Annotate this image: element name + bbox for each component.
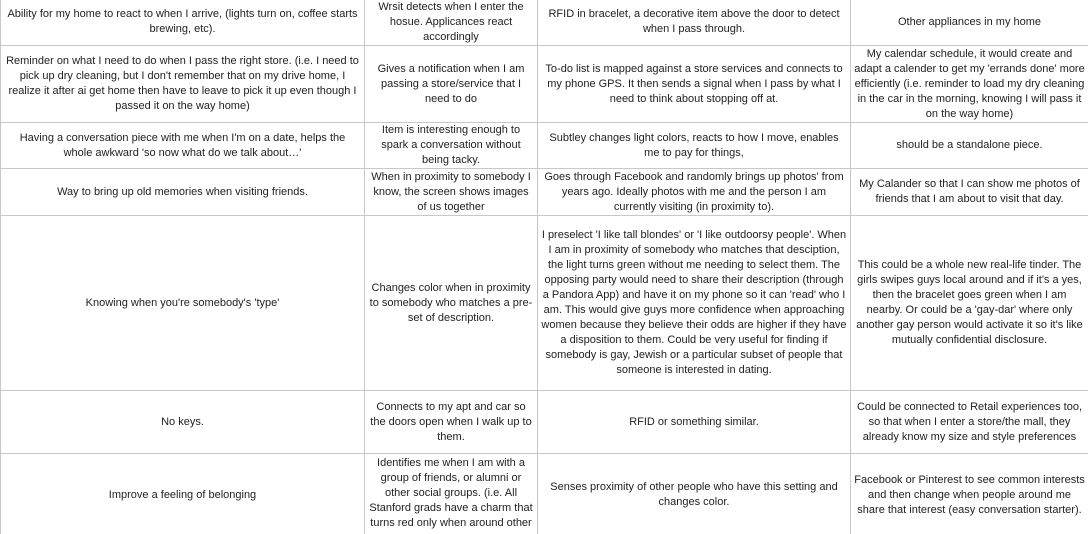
feature-cell[interactable]: Wrsit detects when I enter the hosue. Applicances react accordingly	[365, 0, 538, 46]
table-row	[1, 454, 1088, 534]
feature-cell-text: Identifies me when I am with a group of friends, or alumni or other social groups. (i.e. All Stanford grads have a charm that turns red only when around other	[369, 457, 533, 529]
integration-cell[interactable]: This could be a whole new real-life tinder. The girls swipes guys local around and if it's a yes, then the bracelet goes green when I am nearby. Or could be a 'gay-dar' where only another gay person would activate it so it's like mutually confidential disclosure.	[851, 216, 1088, 391]
tech-cell[interactable]: Goes through Facebook and randomly brings up photos' from years ago. Ideally photos with me and the person I am currently visiting (in proximity to).	[538, 169, 851, 216]
tech-cell[interactable]: I preselect 'I like tall blondes' or 'I like outdoorsy people'. When I am in proximity of somebody who matches that desciption, the light turns green without me needing to select them. The opposing party would need to share their description (through a Pandora App) and have it on my phone so it can 'read' who I am. This would give guys more confidence when approaching women because they believe their odds are higher if they have a disposition to them. Could be very useful for finding if somebody is gay, Jewish or a particular subset of people that someone is interested in dating.	[538, 216, 851, 391]
table-row	[1, 46, 1088, 123]
integration-cell[interactable]: Facebook or Pinterest to see common interests and then change when people around me share that interest (easy conversation starter).	[851, 454, 1088, 534]
need-cell[interactable]: No keys.	[1, 391, 365, 454]
table-row	[1, 216, 1088, 391]
feature-cell[interactable]: Gives a notification when I am passing a store/service that I need to do	[365, 46, 538, 123]
integration-cell[interactable]: My Calander so that I can show me photos of friends that I am about to visit that day.	[851, 169, 1088, 216]
table-row	[1, 0, 1088, 46]
need-cell[interactable]: Way to bring up old memories when visiting friends.	[1, 169, 365, 216]
integration-cell[interactable]: Other appliances in my home	[851, 0, 1088, 46]
need-cell[interactable]: Ability for my home to react to when I arrive, (lights turn on, coffee starts brewing, etc).	[1, 0, 365, 46]
tech-cell[interactable]: To-do list is mapped against a store services and connects to my phone GPS. It then sends a signal when I pass by what I need to think about stopping off at.	[538, 46, 851, 123]
feature-cell[interactable]: Connects to my apt and car so the doors open when I walk up to them.	[365, 391, 538, 454]
tech-cell[interactable]: Senses proximity of other people who have this setting and changes color.	[538, 454, 851, 534]
feature-cell[interactable]: Changes color when in proximity to somebody who matches a pre-set of description.	[365, 216, 538, 391]
need-cell[interactable]: Knowing when you're somebody's 'type'	[1, 216, 365, 391]
need-cell[interactable]: Having a conversation piece with me when I'm on a date, helps the whole awkward 'so now what do we talk about…'	[1, 123, 365, 169]
need-cell[interactable]: Improve a feeling of belonging	[1, 454, 365, 534]
tech-cell[interactable]: RFID or something similar.	[538, 391, 851, 454]
need-cell[interactable]: Reminder on what I need to do when I pass the right store. (i.e. I need to pick up dry cleaning, but I don't remember that on my drive home, I realize it after ai get home then have to leave to pick it up even though I passed it on the way home)	[1, 46, 365, 123]
tech-cell[interactable]: Subtley changes light colors, reacts to how I move, enables me to pay for things,	[538, 123, 851, 169]
integration-cell[interactable]: should be a standalone piece.	[851, 123, 1088, 169]
table-row	[1, 169, 1088, 216]
integration-cell[interactable]: My calendar schedule, it would create and adapt a calender to get my 'errands done' more efficiently (i.e. reminder to load my dry cleaning in the car in the morning, knowing I will pass it on the way home)	[851, 46, 1088, 123]
table-row	[1, 123, 1088, 169]
integration-cell[interactable]: Could be connected to Retail experiences too, so that when I enter a store/the mall, they already know my size and style preferences	[851, 391, 1088, 454]
tech-cell[interactable]: RFID in bracelet, a decorative item above the door to detect when I pass through.	[538, 0, 851, 46]
feature-cell[interactable]: Item is interesting enough to spark a conversation without being tacky.	[365, 123, 538, 169]
table-row	[1, 391, 1088, 454]
feature-cell[interactable]: When in proximity to somebody I know, the screen shows images of us together	[365, 169, 538, 216]
feature-cell[interactable]	[365, 454, 538, 534]
